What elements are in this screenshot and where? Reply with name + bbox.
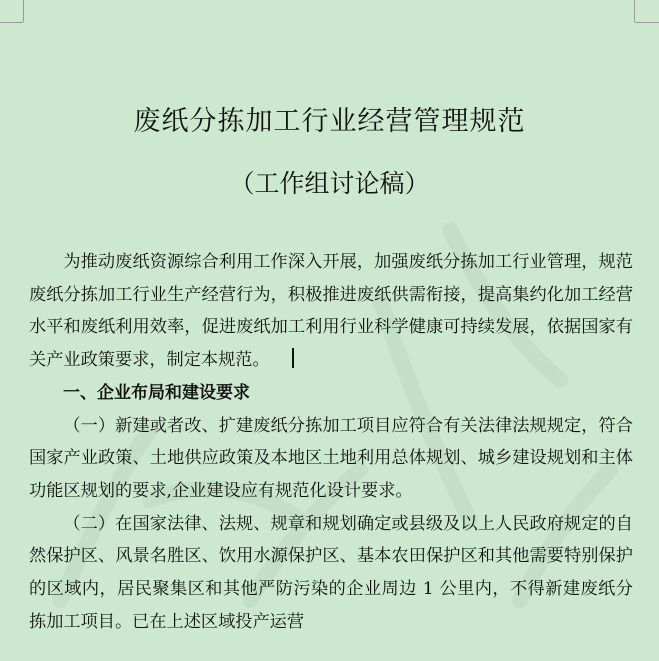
crop-mark-top-left-vertical [23,0,24,22]
intro-text: 为推动废纸资源综合利用工作深入开展，加强废纸分拣加工行业管理，规范废纸分拣加工行业生产经营行为，积极推进废纸供需衔接，提高集约化加工经营水平和废纸利用效率，促进废纸加工利用行业科学健康可持续发展，依据国家有关产业政策要求，制定本规范。 [29,252,633,371]
intro-paragraph [29,246,633,377]
document-body [29,246,633,638]
crop-mark-top-left-horizontal [0,22,23,23]
section-heading: 一、企业布局和建设要求 [63,382,250,403]
document-subtitle: （工作组讨论稿） [229,169,430,198]
crop-mark-top-right-vertical [634,0,635,22]
crop-mark-top-right-horizontal [635,22,659,23]
text-cursor [292,348,294,368]
clause-1-paragraph: （一）新建或者改、扩建废纸分拣加工项目应符合有关法律法规规定，符合国家产业政策、土地供应政策及本地区土地利用总体规划、城乡建设规划和主体功能区规划的要求,企业建设应有规范化设计要求。 [29,415,633,501]
document-title: 废纸分拣加工行业经营管理规范 [133,106,526,137]
clause-2-paragraph: （二）在国家法律、法规、规章和规划确定或县级及以上人民政府规定的自然保护区、风景名胜区、饮用水源保护区、基本农田保护区和其他需要特别保护的区域内，居民聚集区和其他严防污染的企业周边 1 公里内，不得新建废纸分拣加工项目。已在上述区域投产运营 [29,513,633,632]
